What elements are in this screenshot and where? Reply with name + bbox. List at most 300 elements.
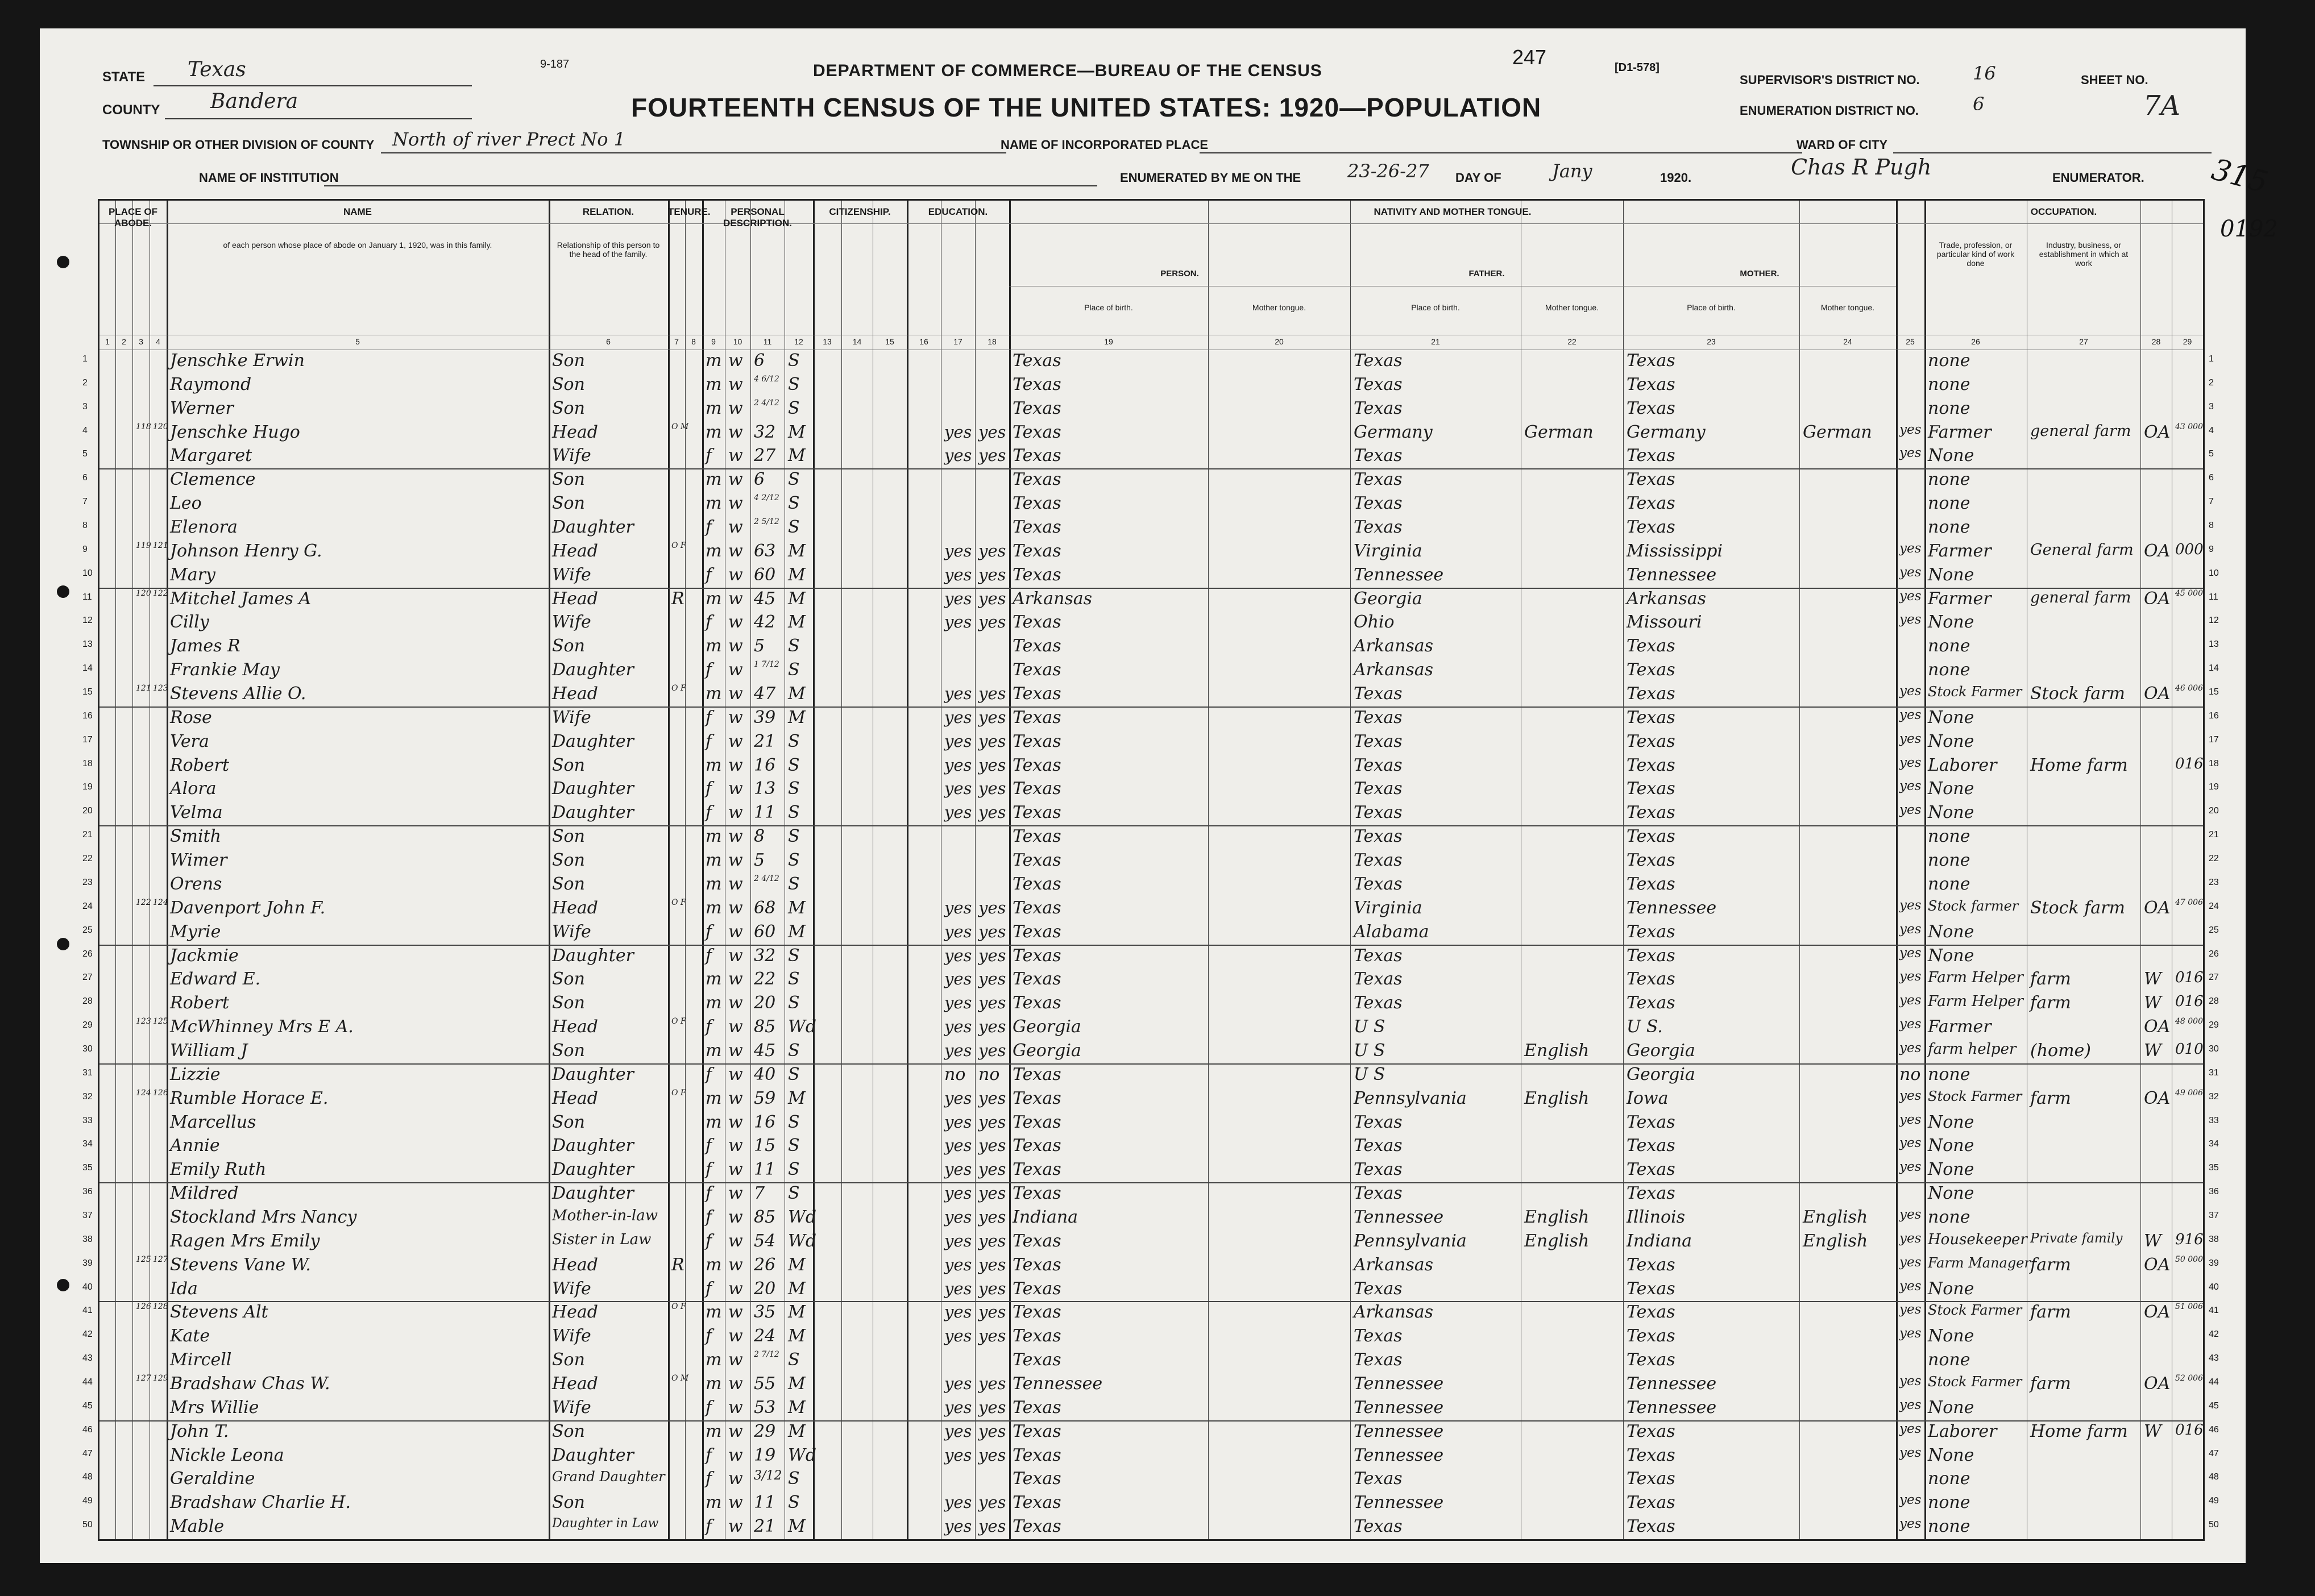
cell-write: yes xyxy=(978,684,1006,704)
cell-industry: General farm xyxy=(2030,541,2134,559)
cell-pob: Georgia xyxy=(1013,1017,1081,1037)
cell-pob: Texas xyxy=(1013,1516,1061,1537)
cell-marital: S xyxy=(788,945,800,966)
cell-occupation: Stock Farmer xyxy=(1928,1373,2022,1390)
cell-relation: Daughter xyxy=(552,1064,634,1084)
cell-name: Vera xyxy=(170,731,209,751)
cell-father-pob: Texas xyxy=(1354,755,1403,775)
line-number: 40 xyxy=(82,1282,93,1292)
cell-name: Bradshaw Charlie H. xyxy=(170,1493,351,1513)
group-label: RELATION. xyxy=(582,206,634,217)
line-number: 14 xyxy=(82,663,93,674)
cell-pob: Texas xyxy=(1013,945,1061,966)
cell-read: yes xyxy=(944,1278,972,1298)
cell-age: 85 xyxy=(754,1207,776,1227)
cell-mother-pob: Texas xyxy=(1627,1302,1675,1323)
cell-sex: m xyxy=(706,1302,722,1323)
cell-read: yes xyxy=(944,684,972,704)
cell-family: 123 xyxy=(153,684,168,693)
cell-age: 32 xyxy=(754,945,776,966)
cell-marital: S xyxy=(788,874,800,894)
cell-age: 22 xyxy=(754,969,776,990)
cell-name: Stevens Alt xyxy=(170,1302,268,1323)
cell-age: 21 xyxy=(754,731,776,751)
cell-father-tongue: German xyxy=(1524,422,1594,442)
column-description: Relationship of this person to the head of the family. xyxy=(557,240,660,259)
cell-relation: Wife xyxy=(552,1326,591,1346)
cell-marital: S xyxy=(788,1112,800,1132)
cell-race: w xyxy=(728,1017,743,1037)
cell-father-pob: Texas xyxy=(1354,517,1403,538)
cell-age: 21 xyxy=(754,1516,776,1537)
cell-relation: Wife xyxy=(552,564,591,585)
cell-race: w xyxy=(728,1326,743,1346)
cell-race: w xyxy=(728,564,743,585)
cell-father-pob: Texas xyxy=(1354,374,1403,394)
cell-read: yes xyxy=(944,1088,972,1108)
cell-code: 016 xyxy=(2175,993,2204,1011)
cell-age: 26 xyxy=(754,1254,776,1275)
cell-industry: Stock farm xyxy=(2030,897,2125,918)
cell-race: w xyxy=(728,1350,743,1370)
cell-sex: m xyxy=(706,1493,722,1513)
group-rule xyxy=(99,223,2203,224)
column-description: Place of birth. xyxy=(1411,303,1460,312)
cell-owned: R xyxy=(671,1254,684,1275)
line-number: 32 xyxy=(82,1091,93,1102)
line-number: 4 xyxy=(2209,425,2214,435)
cell-mother-tongue: English xyxy=(1803,1231,1868,1251)
cell-code: 49 006 xyxy=(2175,1088,2203,1098)
cell-marital: S xyxy=(788,850,800,871)
cell-read: yes xyxy=(944,993,972,1013)
cell-name: Kate xyxy=(170,1326,210,1346)
cell-pob: Texas xyxy=(1013,897,1061,918)
cell-name: Robert xyxy=(170,755,230,775)
cell-race: w xyxy=(728,1136,743,1156)
cell-pob: Texas xyxy=(1013,850,1061,871)
line-number: 21 xyxy=(2209,830,2219,840)
cell-mother-pob: Texas xyxy=(1627,1136,1675,1156)
line-number: 3 xyxy=(82,401,88,412)
column-divider xyxy=(702,201,704,1539)
cell-relation: Daughter xyxy=(552,517,634,538)
line-number: 8 xyxy=(82,521,88,531)
column-divider xyxy=(1009,201,1011,1539)
column-number: 20 xyxy=(1275,337,1284,346)
cell-class: OA xyxy=(2144,1088,2171,1108)
cell-father-pob: Texas xyxy=(1354,1326,1403,1346)
cell-write: yes xyxy=(978,1231,1006,1250)
line-number: 24 xyxy=(2209,901,2219,911)
cell-write: yes xyxy=(978,1445,1006,1465)
cell-pob: Texas xyxy=(1013,612,1061,633)
cell-marital: M xyxy=(788,1516,806,1537)
cell-read: yes xyxy=(944,707,972,727)
cell-name: Velma xyxy=(170,803,223,823)
cell-sex: m xyxy=(706,1421,722,1441)
cell-marital: M xyxy=(788,707,806,728)
cell-mother-pob: Texas xyxy=(1627,755,1675,775)
cell-sex: f xyxy=(706,1136,712,1156)
cell-marital: M xyxy=(788,684,806,704)
cell-mother-pob: Tennessee xyxy=(1627,1397,1717,1418)
cell-occupation: Farm Manager xyxy=(1928,1254,2031,1271)
cell-age: 59 xyxy=(754,1088,776,1108)
cell-race: w xyxy=(728,1064,743,1084)
cell-industry: farm xyxy=(2030,993,2071,1013)
cell-sex: f xyxy=(706,1159,712,1180)
cell-race: w xyxy=(728,541,743,561)
cell-english: no xyxy=(1899,1064,1921,1084)
cell-race: w xyxy=(728,1231,743,1251)
cell-father-pob: Texas xyxy=(1354,969,1403,990)
cell-father-pob: Arkansas xyxy=(1354,636,1434,656)
cell-class: OA xyxy=(2144,684,2171,704)
cell-english: yes xyxy=(1899,1445,1922,1460)
cell-relation: Son xyxy=(552,1493,585,1513)
cell-sex: m xyxy=(706,469,722,490)
column-divider xyxy=(1623,201,1624,1539)
cell-age: 54 xyxy=(754,1231,776,1251)
cell-age: 6 xyxy=(754,469,765,490)
line-number: 26 xyxy=(2209,949,2219,959)
cell-occupation: none xyxy=(1928,1493,1970,1513)
cell-father-pob: Ohio xyxy=(1354,612,1395,633)
cell-age: 42 xyxy=(754,612,776,633)
cell-write: yes xyxy=(978,1326,1006,1346)
cell-mother-pob: Texas xyxy=(1627,1493,1675,1513)
cell-english: yes xyxy=(1899,1017,1922,1032)
cell-sex: f xyxy=(706,921,712,942)
cell-name: Orens xyxy=(170,874,222,894)
cell-pob: Texas xyxy=(1013,874,1061,894)
cell-write: yes xyxy=(978,446,1006,466)
column-description: Mother tongue. xyxy=(1252,303,1306,312)
line-number: 50 xyxy=(2209,1520,2219,1530)
line-number: 20 xyxy=(2209,806,2219,816)
line-number: 39 xyxy=(82,1258,93,1268)
cell-race: w xyxy=(728,422,743,442)
cell-relation: Head xyxy=(552,1302,599,1323)
cell-mother-pob: Texas xyxy=(1627,850,1675,871)
line-number: 29 xyxy=(82,1020,93,1030)
cell-race: w xyxy=(728,1493,743,1513)
cell-occupation: None xyxy=(1928,921,1974,942)
cell-name: Mrs Willie xyxy=(170,1397,259,1418)
line-number: 46 xyxy=(2209,1424,2219,1435)
cell-relation: Head xyxy=(552,1017,599,1037)
cell-mother-pob: Iowa xyxy=(1627,1088,1669,1108)
cell-name: Werner xyxy=(170,398,234,418)
column-divider xyxy=(1799,201,1800,1539)
group-label: OCCUPATION. xyxy=(2030,206,2097,217)
cell-pob: Indiana xyxy=(1013,1207,1078,1227)
cell-occupation: none xyxy=(1928,1064,1970,1084)
cell-write: yes xyxy=(978,588,1006,608)
cell-mother-pob: Texas xyxy=(1627,636,1675,656)
cell-family: 129 xyxy=(153,1373,168,1383)
cell-read: yes xyxy=(944,897,972,917)
cell-age: 63 xyxy=(754,541,776,561)
cell-occupation: Farm Helper xyxy=(1928,969,2023,987)
enum-district-label: ENUMERATION DISTRICT NO. xyxy=(1740,103,1919,118)
cell-occupation: Stock farmer xyxy=(1928,897,2019,914)
cell-race: w xyxy=(728,636,743,656)
subgroup-label: FATHER. xyxy=(1468,269,1505,279)
cell-english: yes xyxy=(1899,422,1922,437)
cell-marital: S xyxy=(788,469,800,490)
cell-write: yes xyxy=(978,1373,1006,1393)
cell-code: 000 xyxy=(2175,541,2204,558)
cell-name: Jenschke Erwin xyxy=(170,351,305,371)
cell-write: yes xyxy=(978,422,1006,442)
cell-code: 016 xyxy=(2175,1421,2204,1439)
cell-relation: Son xyxy=(552,1112,585,1132)
cell-sex: m xyxy=(706,398,722,418)
cell-name: Ragen Mrs Emily xyxy=(170,1231,320,1251)
cell-marital: S xyxy=(788,1493,800,1513)
column-divider xyxy=(1896,201,1898,1539)
line-number: 38 xyxy=(2209,1234,2219,1244)
line-number: 15 xyxy=(82,687,93,697)
cell-mother-pob: Indiana xyxy=(1627,1231,1692,1251)
cell-family: 128 xyxy=(153,1302,168,1312)
cell-mother-pob: Tennessee xyxy=(1627,897,1717,918)
cell-occupation: Stock Farmer xyxy=(1928,1088,2022,1104)
cell-father-pob: Texas xyxy=(1354,351,1403,371)
census-sheet xyxy=(40,28,2246,1563)
column-number: 28 xyxy=(2151,337,2161,346)
column-number: 21 xyxy=(1431,337,1440,346)
cell-sex: f xyxy=(706,1278,712,1299)
cell-pob: Texas xyxy=(1013,351,1061,371)
cell-write: yes xyxy=(978,1254,1006,1274)
group-label: EDUCATION. xyxy=(928,206,988,217)
cell-sex: f xyxy=(706,1469,712,1489)
cell-pob: Texas xyxy=(1013,826,1061,847)
cell-mother-pob: Texas xyxy=(1627,1278,1675,1299)
cell-owned: O F xyxy=(671,1302,686,1312)
cell-occupation: None xyxy=(1928,1159,1974,1180)
cell-occupation: farm helper xyxy=(1928,1040,2017,1058)
cell-father-pob: Texas xyxy=(1354,993,1403,1013)
cell-class: OA xyxy=(2144,422,2171,442)
cell-occupation: None xyxy=(1928,1278,1974,1299)
cell-name: Jenschke Hugo xyxy=(170,422,300,442)
cell-sex: f xyxy=(706,660,712,680)
cell-write: yes xyxy=(978,612,1006,632)
cell-english: yes xyxy=(1899,1326,1922,1341)
cell-write: yes xyxy=(978,945,1006,965)
line-number: 17 xyxy=(82,734,93,745)
line-number: 42 xyxy=(82,1329,93,1340)
cell-code: 52 006 xyxy=(2175,1373,2203,1383)
column-number: 7 xyxy=(674,337,679,346)
cell-relation: Head xyxy=(552,541,599,561)
cell-marital: S xyxy=(788,993,800,1013)
cell-age: 4 6/12 xyxy=(754,374,779,384)
cell-family: 121 xyxy=(153,541,168,550)
census-grid xyxy=(82,199,2219,1541)
cell-race: w xyxy=(728,731,743,751)
cell-father-pob: Virginia xyxy=(1354,897,1422,918)
cell-name: Nickle Leona xyxy=(170,1445,284,1465)
cell-name: William J xyxy=(170,1040,248,1061)
cell-age: 15 xyxy=(754,1136,776,1156)
cell-pob: Texas xyxy=(1013,731,1061,751)
cell-occupation: None xyxy=(1928,1326,1974,1346)
cell-occupation: Farm Helper xyxy=(1928,993,2023,1011)
enumerated-date: 23-26-27 xyxy=(1347,160,1429,182)
line-number: 47 xyxy=(2209,1448,2219,1458)
cell-marital: M xyxy=(788,1254,806,1275)
cell-father-tongue: English xyxy=(1524,1207,1590,1227)
cell-pob: Texas xyxy=(1013,1064,1061,1084)
county-label: COUNTY xyxy=(102,102,160,118)
cell-mother-tongue: German xyxy=(1803,422,1872,442)
cell-name: Stockland Mrs Nancy xyxy=(170,1207,357,1227)
cell-family: 122 xyxy=(153,588,168,598)
cell-mother-pob: Texas xyxy=(1627,1159,1675,1180)
cell-relation: Daughter xyxy=(552,779,634,799)
cell-read: yes xyxy=(944,731,972,751)
cell-pob: Texas xyxy=(1013,707,1061,728)
cell-age: 29 xyxy=(754,1421,776,1441)
cell-relation: Son xyxy=(552,1350,585,1370)
cell-age: 2 4/12 xyxy=(754,874,779,883)
column-number: 22 xyxy=(1567,337,1576,346)
cell-sex: m xyxy=(706,897,722,918)
line-number: 43 xyxy=(2209,1353,2219,1364)
line-number: 30 xyxy=(82,1044,93,1054)
supervisor-label: SUPERVISOR'S DISTRICT NO. xyxy=(1740,73,1920,87)
cell-father-pob: Arkansas xyxy=(1354,660,1434,680)
cell-race: w xyxy=(728,803,743,823)
cell-marital: M xyxy=(788,422,806,442)
cell-father-pob: Tennessee xyxy=(1354,564,1444,585)
cell-name: James R xyxy=(170,636,240,656)
cell-sex: f xyxy=(706,612,712,633)
cell-race: w xyxy=(728,588,743,609)
cell-name: Stevens Allie O. xyxy=(170,684,306,704)
cell-father-pob: U S xyxy=(1354,1040,1385,1061)
column-number: 17 xyxy=(953,337,962,346)
cell-pob: Texas xyxy=(1013,469,1061,490)
cell-read: yes xyxy=(944,1207,972,1227)
line-number: 46 xyxy=(82,1424,93,1435)
cell-code: 47 006 xyxy=(2175,897,2203,907)
cell-name: Geraldine xyxy=(170,1469,255,1489)
cell-marital: M xyxy=(788,1421,806,1441)
line-number: 6 xyxy=(2209,473,2214,483)
column-description: Place of birth. xyxy=(1687,303,1736,312)
cell-industry: Home farm xyxy=(2030,755,2128,775)
cell-marital: M xyxy=(788,1373,806,1394)
cell-class: OA xyxy=(2144,1373,2171,1394)
cell-father-pob: Texas xyxy=(1354,707,1403,728)
cell-relation: Daughter xyxy=(552,1445,634,1465)
cell-father-pob: Tennessee xyxy=(1354,1207,1444,1227)
cell-read: yes xyxy=(944,945,972,965)
cell-mother-pob: Texas xyxy=(1627,517,1675,538)
cell-mother-pob: Texas xyxy=(1627,1350,1675,1370)
cell-dwelling: 125 xyxy=(136,1254,151,1264)
cell-relation: Sister in Law xyxy=(552,1231,652,1248)
cell-father-pob: Georgia xyxy=(1354,588,1422,609)
cell-relation: Daughter xyxy=(552,803,634,823)
cell-dwelling: 123 xyxy=(136,1017,151,1026)
cell-occupation: none xyxy=(1928,517,1970,538)
cell-mother-pob: Texas xyxy=(1627,1183,1675,1204)
cell-father-pob: Virginia xyxy=(1354,541,1422,561)
column-number: 29 xyxy=(2183,337,2192,346)
cell-age: 35 xyxy=(754,1302,776,1323)
cell-occupation: none xyxy=(1928,351,1970,371)
cell-marital: S xyxy=(788,517,800,538)
cell-mother-pob: Texas xyxy=(1627,469,1675,490)
cell-family: 124 xyxy=(153,897,168,907)
cell-family: 125 xyxy=(153,1017,168,1026)
cell-name: Johnson Henry G. xyxy=(170,541,322,561)
cell-name: Smith xyxy=(170,826,221,847)
cell-father-pob: Arkansas xyxy=(1354,1254,1434,1275)
cell-marital: S xyxy=(788,1469,800,1489)
cell-english: yes xyxy=(1899,1421,1922,1436)
cell-relation: Son xyxy=(552,398,585,418)
cell-marital: S xyxy=(788,398,800,418)
cell-mother-pob: Tennessee xyxy=(1627,564,1717,585)
cell-race: w xyxy=(728,921,743,942)
cell-mother-pob: Texas xyxy=(1627,660,1675,680)
column-description: Mother tongue. xyxy=(1820,303,1875,312)
cell-english: yes xyxy=(1899,945,1922,961)
line-number: 6 xyxy=(82,473,88,483)
cell-class: OA xyxy=(2144,1017,2171,1037)
cell-sex: m xyxy=(706,541,722,561)
cell-father-tongue: English xyxy=(1524,1231,1590,1251)
column-number: 10 xyxy=(733,337,742,346)
cell-sex: m xyxy=(706,1088,722,1108)
group-label: CITIZENSHIP. xyxy=(829,206,891,217)
column-divider xyxy=(115,201,116,1539)
cell-marital: S xyxy=(788,731,800,751)
cell-race: w xyxy=(728,1040,743,1061)
cell-occupation: Farmer xyxy=(1928,422,1992,442)
cell-occupation: none xyxy=(1928,398,1970,418)
cell-name: Rumble Horace E. xyxy=(170,1088,329,1108)
cell-english: yes xyxy=(1899,993,1922,1008)
cell-sex: f xyxy=(706,731,712,751)
cell-occupation: None xyxy=(1928,1136,1974,1156)
cell-pob: Texas xyxy=(1013,1493,1061,1513)
cell-relation: Head xyxy=(552,684,599,704)
cell-relation: Wife xyxy=(552,1278,591,1299)
cell-english: yes xyxy=(1899,446,1922,461)
cell-english: yes xyxy=(1899,731,1922,746)
cell-marital: S xyxy=(788,1040,800,1061)
cell-age: 16 xyxy=(754,755,776,775)
cell-dwelling: 119 xyxy=(136,541,151,550)
cell-sex: f xyxy=(706,564,712,585)
cell-class: W xyxy=(2144,1231,2162,1251)
line-number: 33 xyxy=(2209,1115,2219,1125)
cell-occupation: None xyxy=(1928,446,1974,466)
line-number: 43 xyxy=(82,1353,93,1364)
cell-write: yes xyxy=(978,1302,1006,1322)
cell-english: yes xyxy=(1899,803,1922,818)
line-number: 31 xyxy=(2209,1067,2219,1078)
